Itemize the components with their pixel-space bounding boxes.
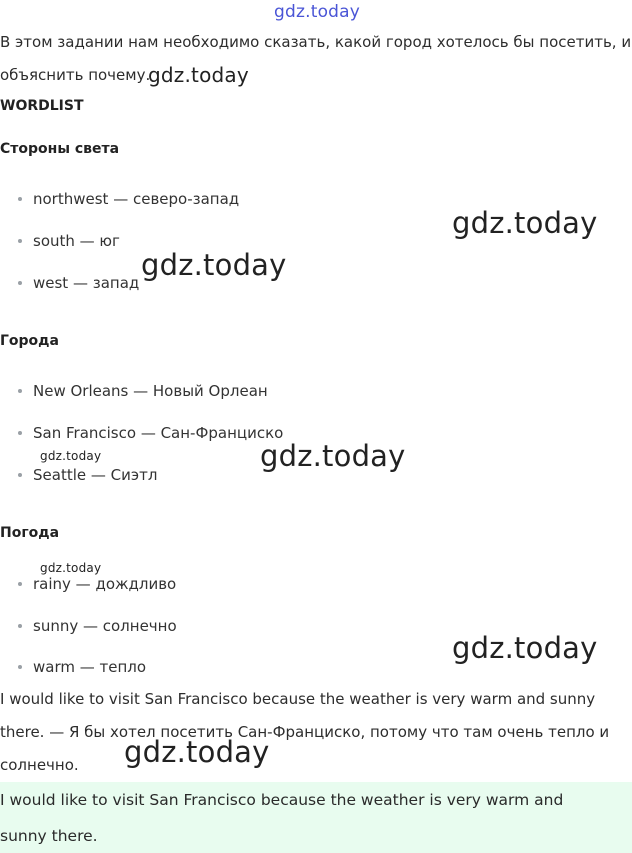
watermark: gdz.today (124, 735, 270, 769)
watermark: gdz.today (40, 449, 102, 463)
list-item: sunny — солнечно (18, 617, 177, 635)
list-item: Seattle — Сиэтл (18, 466, 157, 484)
list-item: New Orleans — Новый Орлеан (18, 382, 268, 400)
list-item: west — запад (18, 274, 139, 292)
watermark: gdz.today (141, 248, 287, 282)
example-line-1: I would like to visit San Francisco because the weather is very warm and sunny (0, 690, 596, 708)
wordlist-title: WORDLIST (0, 98, 84, 114)
bullet-icon (18, 582, 22, 586)
bullet-icon (18, 281, 22, 285)
watermark: gdz.today (452, 631, 598, 665)
watermark: gdz.today (260, 439, 406, 473)
answer-box (0, 782, 632, 853)
bullet-icon (18, 431, 22, 435)
example-line-3: солнечно. (0, 756, 79, 774)
section-title-weather: Погода (0, 525, 60, 541)
watermark: gdz.today (274, 2, 361, 22)
bullet-icon (18, 389, 22, 393)
answer-line-2: sunny there. (0, 827, 98, 845)
intro-line-1: В этом задании нам необходимо сказать, какой город хотелось бы посетить, и (0, 33, 632, 51)
bullet-icon (18, 665, 22, 669)
bullet-icon (18, 624, 22, 628)
list-item: northwest — северо-запад (18, 190, 239, 208)
example-line-2: there. — Я бы хотел посетить Сан-Франциско, потому что там очень тепло и (0, 723, 610, 741)
section-title-directions: Стороны света (0, 141, 120, 157)
answer-line-1: I would like to visit San Francisco because the weather is very warm and (0, 791, 564, 809)
bullet-icon (18, 473, 22, 477)
watermark: gdz.today (452, 206, 598, 240)
bullet-icon (18, 239, 22, 243)
watermark: gdz.today (148, 63, 249, 87)
section-title-cities: Города (0, 333, 59, 349)
list-item: rainy — дождливо (18, 575, 176, 593)
list-item: San Francisco — Сан-Франциско (18, 424, 283, 442)
list-item: warm — тепло (18, 658, 146, 676)
intro-line-2: объяснить почему. (0, 66, 151, 84)
bullet-icon (18, 197, 22, 201)
list-item: south — юг (18, 232, 120, 250)
watermark: gdz.today (40, 561, 102, 575)
